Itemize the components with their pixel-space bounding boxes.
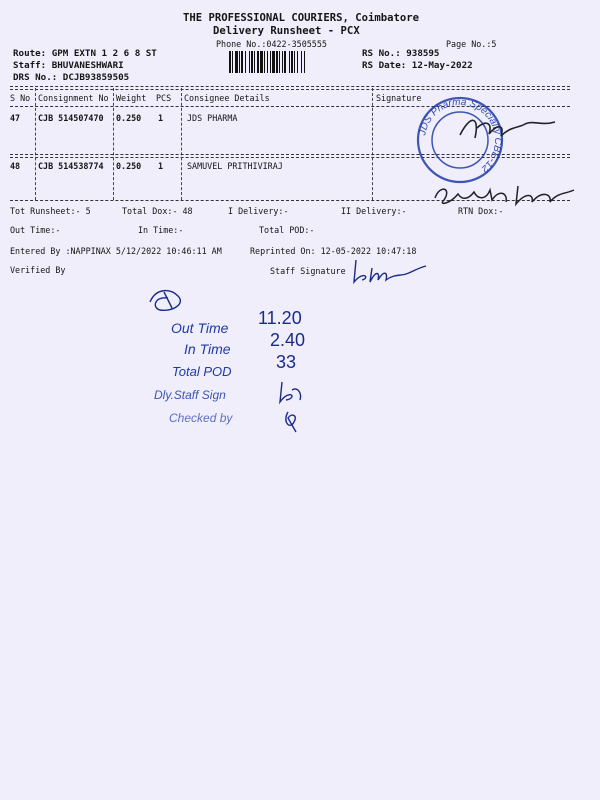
- header-signature: Signature: [376, 93, 422, 103]
- stamp-in-time-value: 2.40: [270, 330, 306, 350]
- row-weight: 0.250: [116, 113, 142, 123]
- barcode-bar: [251, 51, 253, 73]
- barcode-bar: [245, 51, 246, 73]
- entered-by: Entered By :NAPPINAX 5/12/2022 10:46:11 AM: [10, 246, 222, 256]
- reprinted-on: Reprinted On: 12-05-2022 10:47:18: [250, 246, 417, 256]
- stamp-checked-by-label: Checked by: [169, 411, 233, 425]
- stamp-staff-sign-label: Dly.Staff Sign: [154, 388, 226, 402]
- header-pcs: PCS: [156, 93, 172, 103]
- header-sno: S No: [10, 93, 31, 103]
- row-consignee: SAMUVEL PRITHIVIRAJ: [187, 161, 283, 171]
- staff-label: Staff: BHUVANESHWARI: [13, 60, 124, 71]
- header-consignment: Consignment No: [38, 93, 109, 103]
- seal-text: JDS Pharma Specialty CBE-12: [417, 96, 504, 175]
- barcode-bar: [297, 51, 298, 73]
- barcode-bar: [264, 51, 265, 73]
- barcode-bar: [257, 51, 259, 73]
- route-label: Route: GPM EXTN 1 2 6 8 ST: [13, 48, 157, 59]
- drs-number: DRS No.: DCJB93859505: [13, 72, 130, 83]
- barcode-bar: [301, 51, 302, 73]
- barcode-bar: [270, 51, 271, 73]
- barcode-bar: [284, 51, 286, 73]
- barcode-bar: [282, 51, 283, 73]
- stamp-out-time-value: 11.20: [258, 308, 302, 328]
- barcode-bar: [254, 51, 255, 73]
- rs-number: RS No.: 938595: [362, 48, 440, 59]
- barcode-bar: [272, 51, 275, 73]
- col-divider: [113, 88, 114, 200]
- barcode-bar: [276, 51, 278, 73]
- company-name: THE PROFESSIONAL COURIERS, Coimbatore: [183, 12, 419, 24]
- row-sno: 47: [10, 113, 21, 123]
- stamp-total-pod-value: 33: [276, 352, 297, 372]
- barcode-bar: [304, 51, 305, 73]
- barcode-bar: [289, 51, 290, 73]
- page-number: Page No.:5: [446, 39, 497, 49]
- barcode-bar: [279, 51, 280, 73]
- col-divider: [35, 88, 36, 200]
- phone-number: Phone No.:0422-3505555: [216, 39, 327, 49]
- in-time: In Time:-: [138, 225, 184, 235]
- row-weight: 0.250: [116, 161, 142, 171]
- barcode-bar: [239, 51, 240, 73]
- receiver-signature-2: [430, 180, 580, 208]
- total-runsheet: Tot Runsheet:- 5: [10, 206, 91, 216]
- verified-by: Verified By: [10, 265, 66, 275]
- stamp-total-pod-label: Total POD: [172, 364, 232, 379]
- header-weight: Weight: [116, 93, 147, 103]
- barcode-bar: [249, 51, 250, 73]
- rs-date: RS Date: 12-May-2022: [362, 60, 473, 71]
- out-time: Out Time:-: [10, 225, 61, 235]
- row-pcs: 1: [158, 113, 164, 123]
- rtn-dox: RTN Dox:-: [458, 206, 504, 216]
- col-divider: [181, 88, 182, 200]
- barcode-bar: [294, 51, 295, 73]
- row-consignment: CJB 514538774: [38, 161, 104, 171]
- col-divider: [372, 88, 373, 200]
- document-title: Delivery Runsheet - PCX: [213, 25, 360, 37]
- barcode-bar: [229, 51, 231, 73]
- staff-signature: [350, 256, 430, 286]
- stamp-initial: [142, 282, 192, 318]
- i-delivery: I Delivery:-: [228, 206, 289, 216]
- row-consignment: CJB 514507470: [38, 113, 104, 123]
- staff-signature-label: Staff Signature: [270, 266, 346, 276]
- barcode-bar: [235, 51, 238, 73]
- barcode-bar: [241, 51, 243, 73]
- barcode-bar: [260, 51, 263, 73]
- row-pcs: 1: [158, 161, 164, 171]
- total-pod: Total POD:-: [259, 225, 315, 235]
- barcode-bar: [267, 51, 268, 73]
- row-sno: 48: [10, 161, 21, 171]
- header-consignee: Consignee Details: [184, 93, 270, 103]
- ii-delivery: II Delivery:-: [341, 206, 407, 216]
- barcode-bar: [232, 51, 233, 73]
- receiver-signature-1: [455, 110, 565, 146]
- row-consignee: JDS PHARMA: [187, 113, 238, 123]
- stamp-staff-sign: [276, 376, 306, 406]
- table-top-rule: [10, 86, 570, 87]
- barcode: [229, 51, 341, 73]
- stamp-in-time-label: In Time: [184, 341, 231, 357]
- stamp-out-time-label: Out Time: [171, 320, 229, 336]
- total-dox: Total Dox:- 48: [122, 206, 193, 216]
- stamp-checked-by-sign: [280, 408, 304, 434]
- table-top-rule-2: [10, 89, 570, 90]
- barcode-bar: [291, 51, 293, 73]
